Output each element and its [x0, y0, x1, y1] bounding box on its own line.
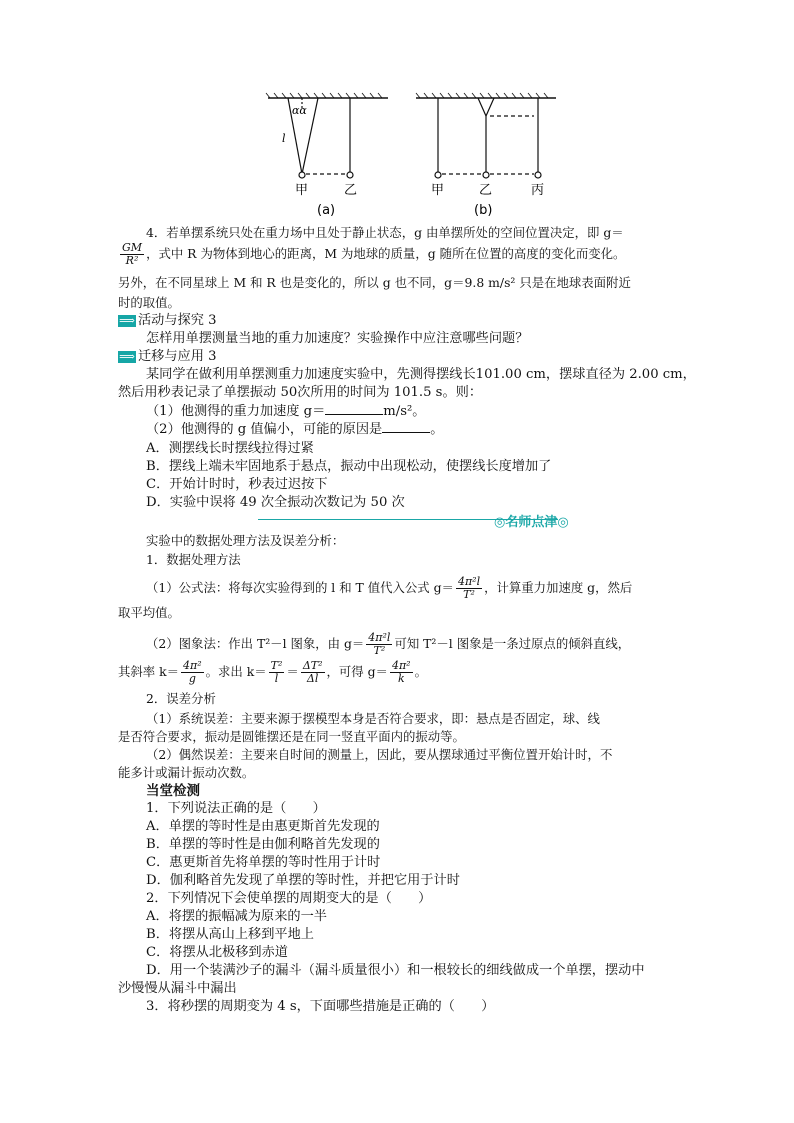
f3-num4: 4π²: [391, 659, 411, 672]
arrow-tag-icon: ⟹: [119, 349, 135, 363]
para4-line2: [118, 242, 678, 267]
f3-num3: ΔT²: [302, 659, 323, 672]
check-title: 当堂检测: [146, 783, 200, 799]
teacher-tip-badge: ◎名师点津◎: [494, 515, 569, 530]
summary-slope-line: [118, 660, 678, 685]
q1-text: （1）他测得的重力加速度 g＝: [146, 404, 326, 419]
transfer3-title: 迁移与应用 3: [138, 349, 217, 364]
para4-line3: 另外，在不同星球上 M 和 R 也是变化的，所以 g 也不同，g＝9.8 m/s² 只是在地球表面附近: [118, 275, 631, 290]
summary-e2b: 能多计或漏计振动次数。: [118, 765, 255, 780]
transfer3-option-d: D．实验中误将 49 次全振动次数记为 50 次: [146, 495, 405, 510]
f3c: ＝: [286, 664, 299, 679]
summary-h1: 1．数据处理方法: [146, 552, 241, 567]
f3a: 其斜率 k＝: [118, 664, 180, 679]
f3-den: g: [188, 672, 196, 685]
activity3-title: 活动与探究 3: [138, 313, 217, 328]
pendulum-figure: [262, 86, 562, 220]
transfer3-option-a: A．测摆线长时摆线拉得过紧: [146, 441, 314, 456]
f2b: 可知 T²－l 图象是一条过原点的倾斜直线，: [394, 636, 631, 651]
check-q1-d: D．伽利略首先发现了单摆的等时性，并把它用于计时: [146, 873, 460, 888]
f1b: ，计算重力加速度 g，然后: [484, 580, 633, 595]
check-q1-a: A．单摆的等时性是由惠更斯首先发现的: [146, 819, 380, 834]
f3e: 。: [414, 664, 427, 679]
summary-e1b: 是否符合要求，振动是圆锥摆还是在同一竖直平面内的振动等。: [118, 729, 465, 744]
label-b-yi: 乙: [479, 183, 493, 198]
para4-line1: 4．若单摆系统只处在重力场中且处于静止状态，g 由单摆所处的空间位置决定，即 g＝: [146, 225, 624, 240]
f3d: ，可得 g＝: [326, 664, 388, 679]
caption-b: (b): [474, 203, 493, 218]
answer-blank-1: [325, 402, 383, 415]
label-a-yi: 乙: [344, 183, 358, 198]
check-q1-c: C．惠更斯首先将单摆的等时性用于计时: [146, 855, 381, 870]
transfer3-heading: [118, 348, 678, 366]
caption-a: (a): [317, 203, 336, 218]
f3-den4: k: [397, 672, 405, 685]
answer-blank-2: [382, 420, 430, 433]
f2-den: T²: [373, 644, 386, 657]
q2-end: 。: [430, 422, 444, 437]
f3b: 。求出 k＝: [205, 664, 267, 679]
f3-num: 4π²: [183, 659, 202, 672]
activity3-heading: [118, 312, 678, 330]
check-q2-c: C．将摆从北极移到赤道: [146, 945, 288, 960]
transfer3-line2: 然后用秒表记录了单摆振动 50次所用的时间为 101.5 s。则：: [118, 385, 483, 400]
transfer3-q1: [146, 402, 706, 421]
para4-line2-rest: ，式中 R 为物体到地心的距离，M 为地球的质量，g 随所在位置的高度的变化而变化。: [146, 246, 626, 261]
check-q2-d: D．用一个装满沙子的漏斗（漏斗质量很小）和一根较长的细线做成一个单摆，摆动中: [146, 963, 645, 978]
summary-intro: 实验中的数据处理方法及误差分析：: [146, 533, 345, 548]
check-q2-b: B．将摆从高山上移到平地上: [146, 927, 314, 942]
transfer3-option-c: C．开始计时时，秒表过迟按下: [146, 477, 328, 492]
para4-line4: 时的取值。: [118, 295, 180, 310]
summary-h2: 2．误差分析: [146, 691, 216, 706]
para4-frac-num: GM: [122, 241, 143, 254]
q1-unit: m/s²。: [383, 404, 426, 419]
summary-graph-line: [146, 632, 706, 657]
summary-formula-line: [146, 576, 706, 601]
check-q1: 1．下列说法正确的是（ ）: [146, 801, 326, 816]
arrow-tag-icon: ⟹: [119, 313, 135, 327]
summary-e1a: （1）系统误差：主要来源于摆模型本身是否符合要求，即：悬点是否固定，球、线: [146, 711, 600, 726]
check-q2-d-cont: 沙慢慢从漏斗中漏出: [118, 981, 237, 996]
check-q2: 2．下列情况下会使单摆的周期变大的是（ ）: [146, 891, 432, 906]
f1-den: T²: [463, 588, 475, 601]
para4-frac-den: R²: [125, 254, 139, 267]
f3-den2: l: [274, 672, 279, 685]
label-b-bing: 丙: [531, 183, 545, 198]
length-label: l: [282, 132, 286, 145]
label-b-jia: 甲: [431, 183, 445, 198]
summary-f1c: 取平均值。: [118, 605, 180, 620]
check-q3: 3．将秒摆的周期变为 4 s，下面哪些措施是正确的（ ）: [146, 999, 495, 1014]
transfer3-line1: 某同学在做利用单摆测重力加速度实验中，先测得摆线长101.00 cm，摆球直径为 2.00 cm，: [146, 367, 696, 382]
activity3-question: 怎样用单摆测量当地的重力加速度？实验操作中应注意哪些问题？: [146, 331, 529, 346]
q2-text: （2）他测得的 g 值偏小，可能的原因是: [146, 422, 383, 437]
check-q1-b: B．单摆的等时性是由伽利略首先发现的: [146, 837, 380, 852]
f2a: （2）图象法：作出 T²－l 图象，由 g＝: [146, 636, 365, 651]
f1a: （1）公式法：将每次实验得到的 l 和 T 值代入公式 g＝: [146, 580, 454, 595]
transfer3-option-b: B．摆线上端未牢固地系于悬点，振动中出现松动，使摆线长度增加了: [146, 459, 552, 474]
summary-e2a: （2）偶然误差：主要来自时间的测量上，因此，要从摆球通过平衡位置开始计时，不: [146, 747, 613, 762]
angle-label: αα: [292, 104, 307, 117]
f2-num: 4π²l: [368, 631, 391, 644]
transfer3-q2: [146, 420, 706, 439]
f3-num2: T²: [270, 659, 283, 672]
label-a-jia: 甲: [295, 183, 309, 198]
f3-den3: Δl: [306, 672, 319, 685]
check-q2-a: A．将摆的振幅减为原来的一半: [146, 909, 327, 924]
f1-num: 4π²l: [457, 575, 481, 588]
